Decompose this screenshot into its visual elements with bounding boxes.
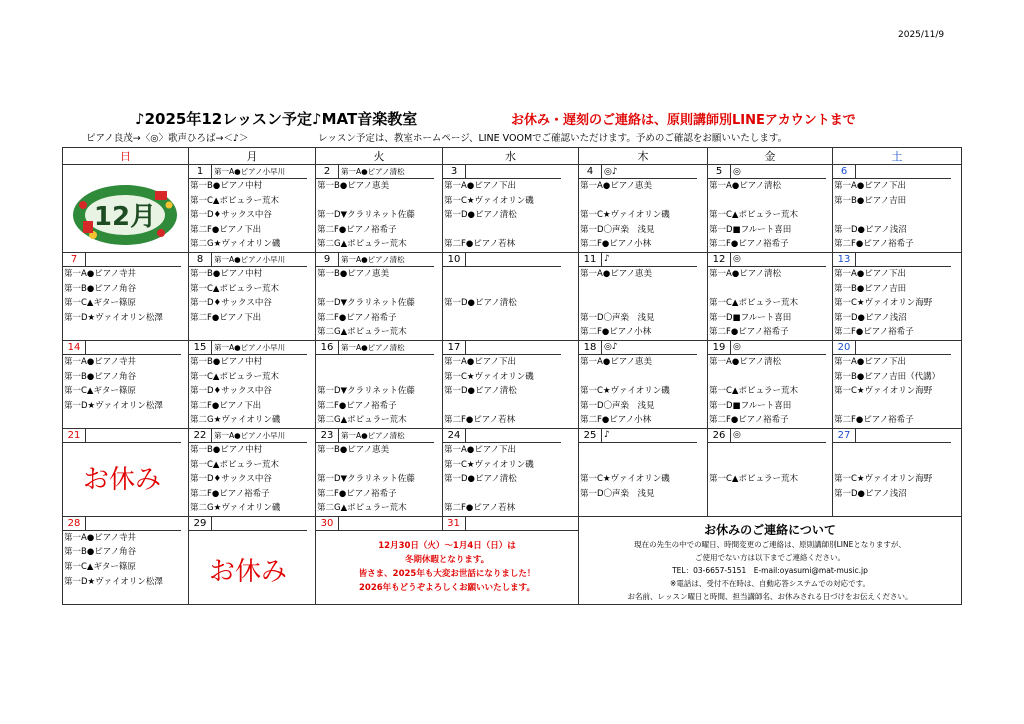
day-mark: ♪ — [604, 430, 610, 441]
day-number: 30 — [316, 517, 339, 530]
day-number: 18 — [579, 341, 602, 354]
lesson-line: 第一D〇声楽 浅見 — [580, 400, 655, 411]
lesson-line: 第一A●ピアノ下出 — [834, 356, 907, 367]
day-cell-29 — [189, 516, 316, 604]
day-cell-14 — [63, 340, 189, 428]
lesson-line: 第一D▼クラリネット佐藤 — [317, 386, 415, 397]
lesson-line: 第二F●ピアノ下出 — [190, 224, 262, 235]
lesson-line: 第二F●ピアノ裕希子 — [709, 415, 789, 426]
day-number: 27 — [833, 429, 856, 442]
day-number: 31 — [443, 517, 466, 530]
symbol-legend: ピアノ良茂→〈◎〉歌声ひろば→＜♪＞ — [86, 133, 249, 144]
day-mark: 第一A●ピアノ清松 — [341, 430, 405, 440]
lesson-line: 第二F●ピアノ裕希子 — [834, 415, 914, 426]
day-cell-11 — [579, 252, 708, 340]
lesson-line — [316, 194, 442, 209]
lesson-line: 第一D●ピアノ浅沼 — [834, 224, 907, 235]
lesson-line — [708, 443, 832, 458]
lesson-line: 第一C▲ポピュラー荒木 — [190, 371, 279, 382]
day-cell-18 — [579, 340, 708, 428]
lesson-line: 第一B●ピアノ恵美 — [317, 268, 390, 279]
holiday-line: 皆さま、2025年も大変お世話になりました！ — [358, 568, 536, 579]
lesson-line: 第一A●ピアノ下出 — [444, 181, 517, 191]
lesson-line: 第一D■フルート喜田 — [709, 224, 792, 235]
holiday-line: 12月30日（火）～1月4日（日）は — [378, 540, 516, 551]
day-mark: 第一A●ピアノ清松 — [341, 254, 405, 264]
day-cell-3 — [443, 165, 579, 253]
lesson-line — [579, 370, 707, 385]
lesson-line: 第二F●ピアノ裕希子 — [317, 224, 397, 235]
day-number: 20 — [833, 341, 856, 354]
lesson-line — [443, 325, 578, 340]
lesson-line: 第一C▲ギター篠原 — [64, 386, 136, 397]
day-mark: ◎ — [733, 254, 741, 265]
day-mark: ◎♪ — [604, 166, 618, 177]
lesson-line: 第一B●ピアノ吉田 — [834, 283, 907, 294]
closed-label: お休み — [83, 464, 162, 495]
week-row-2 — [63, 252, 962, 340]
lesson-line: 第一D♦サックス中谷 — [190, 298, 272, 309]
lesson-line: 第一A●ピアノ清松 — [709, 181, 782, 191]
lesson-line: 第一D★ヴァイオリン松澤 — [64, 576, 163, 587]
lesson-line — [579, 458, 707, 473]
lesson-line: 第一A●ピアノ下出 — [444, 444, 517, 455]
day-cell-19 — [708, 340, 833, 428]
lesson-line: 第一D▼クラリネット佐藤 — [317, 474, 415, 485]
lesson-line: 第一D●ピアノ浅沼 — [834, 488, 907, 499]
lesson-line: 第二F●ピアノ下出 — [190, 312, 262, 323]
weekday-mon: 月 — [189, 148, 316, 165]
lesson-line: 第一B●ピアノ角谷 — [64, 371, 137, 382]
day-number: 23 — [316, 429, 339, 442]
lesson-line: 第一B●ピアノ角谷 — [64, 283, 137, 294]
day-mark: ◎♪ — [604, 342, 618, 353]
lesson-line: 第一B●ピアノ吉田（代講） — [834, 371, 941, 382]
day-number: 15 — [189, 341, 212, 354]
lesson-line — [708, 458, 832, 473]
day-number: 22 — [189, 429, 212, 442]
lesson-line: 第二F●ピアノ若林 — [444, 415, 516, 426]
lesson-line: 第一A●ピアノ寺井 — [64, 532, 137, 543]
day-number: 8 — [189, 253, 212, 266]
lesson-line — [708, 194, 832, 209]
lesson-line — [443, 487, 578, 502]
day-cell-13 — [833, 252, 962, 340]
lesson-line: 第一D●ピアノ清松 — [444, 474, 517, 485]
day-number: 2 — [316, 165, 339, 178]
contact-cell — [579, 516, 962, 604]
day-mark: 第一A●ピアノ小早川 — [214, 254, 286, 264]
lesson-line: 第二F●ピアノ裕希子 — [709, 327, 789, 338]
weekday-wed: 水 — [443, 148, 579, 165]
day-cell-27 — [833, 428, 962, 516]
lesson-line — [708, 370, 832, 385]
lesson-line: 第一C★ヴァイオリン磯 — [580, 210, 670, 221]
lesson-line: 第一D■フルート喜田 — [709, 400, 792, 411]
day-cell-6 — [833, 165, 962, 253]
holiday-line: 2026年もどうぞよろしくお願いいたします。 — [359, 582, 535, 593]
lesson-line: 第一C▲ポピュラー荒木 — [190, 195, 279, 206]
lesson-line: 第一A●ピアノ寺井 — [64, 268, 137, 279]
day-cell-23 — [316, 428, 443, 516]
lesson-line: 第一A●ピアノ寺井 — [64, 356, 137, 367]
day-mark: ♪ — [604, 254, 610, 265]
weekday-tue: 火 — [316, 148, 443, 165]
lesson-line: 第一A●ピアノ恵美 — [580, 181, 653, 191]
lesson-line: 第一A●ピアノ恵美 — [580, 356, 653, 367]
lesson-line: 第二G★ヴァイオリン磯 — [190, 239, 281, 250]
day-cell-24 — [443, 428, 579, 516]
day-cell-22 — [189, 428, 316, 516]
day-cell-5 — [708, 165, 833, 253]
lesson-line: 第一C▲ギター篠原 — [64, 562, 136, 573]
lesson-line — [189, 325, 315, 340]
day-cell-15 — [189, 340, 316, 428]
lesson-line: 第一B●ピアノ恵美 — [317, 444, 390, 455]
day-mark: ◎ — [733, 342, 741, 353]
schedule-info: レッスン予定は、教室ホームページ、LINE VOOMでご確認いただけます。予めのご確認をお願いいたします。 — [318, 133, 788, 144]
day-number: 1 — [189, 165, 212, 178]
lesson-line: 第一D★ヴァイオリン松澤 — [64, 400, 163, 411]
lesson-line — [579, 194, 707, 209]
lesson-line — [443, 311, 578, 326]
lesson-line: 第二F●ピアノ小林 — [580, 415, 652, 426]
lesson-line: 第二G★ヴァイオリン磯 — [190, 503, 281, 514]
lesson-line: 第一D■フルート喜田 — [709, 312, 792, 323]
lesson-line: 第一B●ピアノ吉田 — [834, 195, 907, 206]
day-mark: 第一A●ピアノ小早川 — [214, 430, 286, 440]
day-number: 7 — [63, 253, 86, 266]
contact-line: お名前、レッスン曜日と時間、担当講師名、お休みされる日づけをお伝えください。 — [627, 591, 913, 601]
day-mark: ◎ — [733, 166, 741, 177]
lesson-line — [316, 355, 442, 370]
lesson-line: 第二F●ピアノ下出 — [190, 400, 262, 411]
holiday-message — [316, 539, 578, 595]
lesson-line: 第一D▼クラリネット佐藤 — [317, 210, 415, 221]
lesson-line: 第一D▼クラリネット佐藤 — [317, 298, 415, 309]
lesson-line — [63, 325, 188, 340]
day-cell-8 — [189, 252, 316, 340]
lesson-line: 第一D♦サックス中谷 — [190, 386, 272, 397]
week-row-4 — [63, 428, 962, 516]
lesson-line: 第一D●ピアノ清松 — [444, 210, 517, 221]
lesson-line: 第一D♦サックス中谷 — [190, 210, 272, 221]
day-cell-16 — [316, 340, 443, 428]
day-number: 29 — [189, 517, 212, 530]
lesson-line — [316, 458, 442, 473]
day-number: 6 — [833, 165, 856, 178]
lesson-line: 第一C★ヴァイオリン海野 — [834, 474, 933, 485]
print-date: 2025/11/9 — [898, 30, 945, 40]
weekday-header — [63, 148, 962, 165]
day-number: 13 — [833, 253, 856, 266]
lesson-line — [708, 487, 832, 502]
lesson-line: 第一A●ピアノ清松 — [709, 268, 782, 279]
day-cell-25 — [579, 428, 708, 516]
page-title: ♪2025年12レッスン予定♪MAT音楽教室 — [135, 110, 418, 128]
lesson-line: 第一D●ピアノ浅沼 — [834, 312, 907, 323]
lesson-line — [579, 443, 707, 458]
lesson-line: 第一C★ヴァイオリン磯 — [444, 371, 534, 382]
lesson-line: 第一B●ピアノ角谷 — [64, 547, 137, 558]
lesson-line: 第一D●ピアノ清松 — [444, 386, 517, 397]
day-cell-17 — [443, 340, 579, 428]
lesson-line — [833, 443, 961, 458]
lesson-line: 第一A●ピアノ下出 — [834, 268, 907, 279]
holiday-line: 冬期休暇となります。 — [404, 554, 490, 565]
lesson-line: 第一C★ヴァイオリン磯 — [580, 386, 670, 397]
day-cell-1 — [189, 165, 316, 253]
week-row-5 — [63, 516, 962, 604]
lesson-line: 第一B●ピアノ中村 — [190, 181, 263, 191]
lesson-line: 第一D〇声楽 浅見 — [580, 224, 655, 235]
day-cell-26 — [708, 428, 833, 516]
december-wreath-icon — [71, 183, 179, 247]
lesson-line — [708, 282, 832, 297]
day-number: 10 — [443, 253, 466, 266]
day-mark: 第一A●ピアノ清松 — [341, 342, 405, 352]
contact-title: お休みのご連絡について — [704, 522, 836, 537]
day-cell-empty — [63, 165, 189, 253]
day-cell-7 — [63, 252, 189, 340]
day-mark: ◎ — [733, 430, 741, 441]
lesson-line: 第一C★ヴァイオリン磯 — [580, 474, 670, 485]
day-number: 3 — [443, 165, 466, 178]
day-cell-9 — [316, 252, 443, 340]
day-number: 4 — [579, 165, 602, 178]
lesson-line — [63, 589, 188, 604]
lesson-line: 第二G▲ポピュラー荒木 — [317, 415, 407, 426]
lesson-line — [63, 413, 188, 428]
lesson-line: 第一C▲ポピュラー荒木 — [709, 474, 798, 485]
day-cell-28 — [63, 516, 189, 604]
lesson-line: 第一C★ヴァイオリン磯 — [444, 195, 534, 206]
lesson-line — [443, 223, 578, 238]
lesson-line — [579, 282, 707, 297]
lesson-line — [579, 296, 707, 311]
lesson-line: 第二F●ピアノ小林 — [580, 327, 652, 338]
day-cell-10 — [443, 252, 579, 340]
lesson-line — [443, 267, 578, 282]
lesson-line: 第一C▲ポピュラー荒木 — [709, 386, 798, 397]
lesson-line: 第一D●ピアノ清松 — [444, 298, 517, 309]
lesson-line: 第一C★ヴァイオリン磯 — [444, 459, 534, 470]
lesson-line: 第一C▲ギター篠原 — [64, 298, 136, 309]
day-number: 17 — [443, 341, 466, 354]
lesson-line: 第一A●ピアノ下出 — [834, 181, 907, 191]
contact-tel: TEL：03-6657-5151 E-mail:oyasumi@mat-music.jp — [672, 565, 868, 575]
weekday-fri: 金 — [708, 148, 833, 165]
lesson-line: 第一B●ピアノ中村 — [190, 444, 263, 455]
day-cell-21 — [63, 428, 189, 516]
day-number: 12 — [708, 253, 731, 266]
lesson-line: 第二F●ピアノ裕希子 — [834, 327, 914, 338]
day-cell-2 — [316, 165, 443, 253]
lesson-line: 第一B●ピアノ中村 — [190, 356, 263, 367]
day-number: 16 — [316, 341, 339, 354]
lesson-line: 第一A●ピアノ清松 — [709, 356, 782, 367]
lesson-line — [833, 458, 961, 473]
lesson-line — [443, 399, 578, 414]
calendar-table — [62, 147, 962, 605]
day-number: 24 — [443, 429, 466, 442]
day-mark: 第一A●ピアノ清松 — [341, 167, 405, 176]
lesson-line: 第一C★ヴァイオリン海野 — [834, 386, 933, 397]
absence-notice: お休み・遅刻のご連絡は、原則講師別LINEアカウントまで — [511, 113, 856, 128]
lesson-line: 第一D★ヴァイオリン松澤 — [64, 312, 163, 323]
day-number: 25 — [579, 429, 602, 442]
lesson-line: 第一C▲ポピュラー荒木 — [709, 298, 798, 309]
week-row-1 — [63, 165, 962, 253]
lesson-line: 第一D♦サックス中谷 — [190, 474, 272, 485]
lesson-line: 第一D〇声楽 浅見 — [580, 312, 655, 323]
day-number: 26 — [708, 429, 731, 442]
lesson-line — [833, 399, 961, 414]
lesson-line: 第二F●ピアノ若林 — [444, 503, 516, 514]
day-number: 9 — [316, 253, 339, 266]
lesson-line — [833, 208, 961, 223]
lesson-line: 第一A●ピアノ恵美 — [580, 268, 653, 279]
lesson-line: 第一B●ピアノ中村 — [190, 268, 263, 279]
day-number: 11 — [579, 253, 602, 266]
day-cell-30-31 — [316, 516, 579, 604]
badge-text: 12月 — [93, 202, 157, 232]
lesson-line — [316, 282, 442, 297]
day-cell-4 — [579, 165, 708, 253]
lesson-line: 第一C★ヴァイオリン海野 — [834, 298, 933, 309]
contact-line: ご使用でない方は以下までご連絡ください。 — [695, 552, 845, 562]
week-row-3 — [63, 340, 962, 428]
lesson-line — [833, 501, 961, 516]
lesson-line: 第二F●ピアノ小林 — [580, 239, 652, 250]
lesson-line — [316, 370, 442, 385]
contact-line: 現在の先生の中での曜日、時間変更のご連絡は、原則講師別LINEとなりますが、 — [634, 539, 906, 549]
lesson-line: 第二F●ピアノ裕希子 — [834, 239, 914, 250]
lesson-line — [708, 501, 832, 516]
day-number: 21 — [63, 429, 86, 442]
lesson-line: 第一A●ピアノ下出 — [444, 356, 517, 367]
day-number: 19 — [708, 341, 731, 354]
day-number: 5 — [708, 165, 731, 178]
lesson-line — [443, 282, 578, 297]
lesson-line: 第二F●ピアノ裕希子 — [317, 400, 397, 411]
day-mark: 第一A●ピアノ小早川 — [214, 342, 286, 352]
lesson-line: 第一C▲ポピュラー荒木 — [709, 210, 798, 221]
lesson-line: 第一C▲ポピュラー荒木 — [190, 459, 279, 470]
lesson-line: 第二G★ヴァイオリン磯 — [190, 415, 281, 426]
lesson-line: 第二G▲ポピュラー荒木 — [317, 327, 407, 338]
day-number: 28 — [63, 517, 86, 530]
contact-line: ※電話は、受付不在時は、自動応答システムでの対応です。 — [670, 578, 870, 588]
lesson-line: 第一B●ピアノ恵美 — [317, 181, 390, 191]
lesson-line: 第二G▲ポピュラー荒木 — [317, 503, 407, 514]
lesson-line — [579, 501, 707, 516]
lesson-line: 第一C▲ポピュラー荒木 — [190, 283, 279, 294]
lesson-line: 第二G▲ポピュラー荒木 — [317, 239, 407, 250]
lesson-line: 第二F●ピアノ裕希子 — [317, 488, 397, 499]
lesson-line: 第一D〇声楽 浅見 — [580, 488, 655, 499]
day-cell-12 — [708, 252, 833, 340]
closed-label: お休み — [209, 556, 288, 587]
day-cell-20 — [833, 340, 962, 428]
weekday-sun: 日 — [63, 148, 189, 165]
lesson-line: 第二F●ピアノ裕希子 — [709, 239, 789, 250]
weekday-sat: 土 — [833, 148, 962, 165]
lesson-line: 第二F●ピアノ裕希子 — [190, 488, 270, 499]
day-number: 14 — [63, 341, 86, 354]
weekday-thu: 木 — [579, 148, 708, 165]
lesson-line: 第二F●ピアノ裕希子 — [317, 312, 397, 323]
lesson-line: 第二F●ピアノ若林 — [444, 239, 516, 250]
day-mark: 第一A●ピアノ小早川 — [214, 167, 286, 176]
